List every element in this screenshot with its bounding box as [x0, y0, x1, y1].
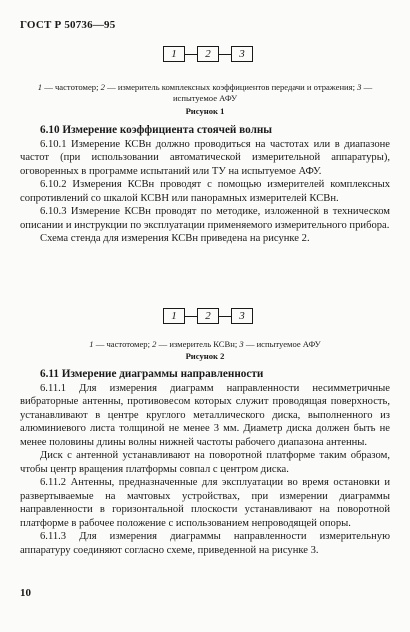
- paragraph: 6.10.3 Измерение КСВн проводят по методике, изложенной в техническом описании и инструкции по эксплуатации применяемого измерительного прибора.: [20, 206, 390, 231]
- figure-2-title: Рисунок 2: [185, 351, 225, 361]
- connector-line: [185, 316, 197, 317]
- figure-1-caption: [20, 82, 390, 104]
- legend-num: 3: [357, 82, 362, 92]
- page-header: ГОСТ Р 50736—95: [20, 19, 116, 31]
- figure-2-box-1: 1: [163, 308, 185, 324]
- section-6-11: [20, 368, 390, 557]
- paragraph: 6.11.1 Для измерения диаграмм направленности несимметричные вибраторные антенны, противовесом которых служит проводящая поверхность, устанавливают в центре круглого металлического диска, выполненного из алюминиевого листа толщиной не менее 3 мм. Диаметр диска должен быть не менее половины длины волны нижней частоты рабочего диапазона антенны.: [20, 382, 390, 448]
- page-number: 10: [20, 587, 31, 599]
- figure-1-title: Рисунок 1: [185, 106, 225, 116]
- figure-1-box-3: 3: [231, 46, 253, 62]
- figure-1-box-2: 2: [197, 46, 219, 62]
- figure-2-box-2: 2: [197, 308, 219, 324]
- legend-num: 3: [239, 339, 244, 349]
- legend-num: 2: [152, 339, 157, 349]
- legend-num: 1: [89, 339, 94, 349]
- paragraph: 6.10.1 Измерение КСВн должно проводиться на частотах или в диапазоне частот (при использовании автоматической измерительной аппаратуры), оговоренных в программе испытаний или ТУ на испытуемое АФУ.: [20, 138, 390, 177]
- paragraph: Схема стенда для измерения КСВн приведена на рисунке 2.: [40, 233, 310, 244]
- paragraph: 6.11.2 Антенны, предназначенные для эксплуатации во время остановки и развертываемые на мачтовых устройствах, при измерении диаграммы направленности в горизонтальной плоскости устанавливают на поворотной платформе в рабочее положение с использованием непроводящей опоры.: [20, 477, 390, 529]
- figure-1-diagram: [163, 46, 253, 62]
- legend-text: — испытуемое АФУ: [172, 82, 373, 103]
- figure-1-box-1: 1: [163, 46, 185, 62]
- section-heading: 6.10 Измерение коэффициента стоячей волны: [40, 124, 273, 136]
- legend-text: — измеритель комплексных коэффициентов передачи и отражения;: [104, 82, 358, 92]
- paragraph: Диск с антенной устанавливают на поворотной платформе таким образом, чтобы центр вращения платформы совпал с центром диска.: [20, 450, 390, 475]
- legend-text: — частотомер;: [42, 82, 101, 92]
- paragraph: 6.11.3 Для измерения диаграммы направленности измерительную аппаратуру соединяют согласно схеме, приведенной на рисунке 3.: [20, 531, 390, 556]
- paragraph: 6.10.2 Измерения КСВн проводят с помощью измерителей комплексных сопротивлений со шкалой КСВН или панорамных измерителей КСВн.: [20, 179, 390, 204]
- legend-text: — частотомер;: [93, 339, 153, 349]
- legend-text: — испытуемое АФУ: [243, 339, 321, 349]
- figure-2-diagram: [163, 308, 253, 324]
- figure-2-caption: [20, 339, 390, 350]
- connector-line: [219, 54, 231, 55]
- section-6-10: [20, 124, 390, 246]
- legend-num: 2: [100, 82, 105, 92]
- legend-num: 1: [37, 82, 43, 92]
- figure-2-box-3: 3: [231, 308, 253, 324]
- section-heading: 6.11 Измерение диаграммы направленности: [40, 368, 264, 380]
- connector-line: [185, 54, 197, 55]
- legend-text: — измеритель КСВн;: [156, 339, 240, 349]
- connector-line: [219, 316, 231, 317]
